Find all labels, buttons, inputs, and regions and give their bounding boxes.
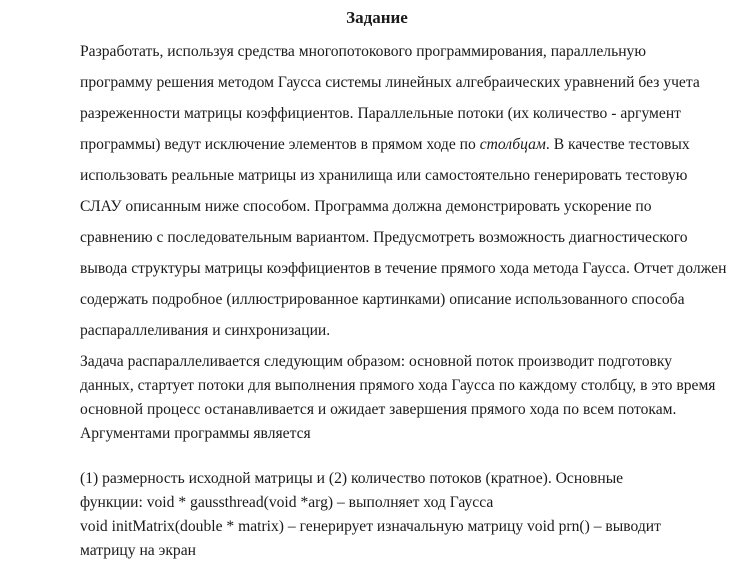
paragraph2-line-4: Аргументами программы является — [80, 425, 311, 442]
paragraph1-line-10: распараллеливания и синхронизации. — [80, 322, 331, 339]
paragraph1-line-5: использовать реальные матрицы из хранилища или самостоятельно генерировать тестовую — [80, 167, 688, 184]
paragraph1-line-2: программу решения методом Гаусса системы линейных алгебраических уравнений без учета — [80, 74, 700, 91]
task-paragraph-3 — [32, 467, 722, 563]
emphasis-columns: столбцам — [479, 136, 546, 153]
paragraph1-line-3: разреженности матрицы коэффициентов. Параллельные потоки (их количество - аргумент — [80, 105, 681, 122]
paragraph1-line-1: Разработать, используя средства многопотокового программирования, параллельную — [80, 43, 646, 60]
paragraph2-line-2: данных, стартует потоки для выполнения прямого хода Гаусса по каждому столбцу, в это время — [80, 377, 716, 394]
task-paragraph-1 — [32, 36, 727, 346]
paragraph2-line-3: основной процесс останавливается и ожидает завершения прямого хода по всем потокам. — [80, 401, 677, 418]
paragraph1-line-9: содержать подробное (иллюстрированное картинками) описание использованного способа — [80, 291, 685, 308]
document-title: Задание — [346, 8, 408, 27]
paragraph3-line-2: функции: void * gaussthread(void *arg) – выполняет ход Гаусса — [80, 494, 494, 511]
paragraph3-line-3: void initMatrix(double * matrix) – генерирует изначальную матрицу void prn() – выводит — [80, 518, 661, 535]
paragraph3-line-4: матрицу на экран — [80, 542, 196, 559]
paragraph2-line-1: Задача распараллеливается следующим образом: основной поток производит подготовку — [80, 353, 673, 370]
paragraph1-line-8: вывода структуры матрицы коэффициентов в течение прямого хода метода Гаусса. Отчет должен — [80, 260, 727, 277]
paragraph1-line-6: СЛАУ описанным ниже способом. Программа должна демонстрировать ускорение по — [80, 198, 652, 215]
document-page — [32, 6, 727, 563]
paragraph1-line-7: сравнению с последовательным вариантом. Предусмотреть возможность диагностического — [80, 229, 688, 246]
paragraph1-line-4-text: программы) ведут исключение элементов в прямом ходе по — [80, 136, 480, 153]
task-paragraph-2 — [32, 350, 722, 446]
paragraph1-line-4-tail: . В качестве тестовых — [545, 136, 690, 153]
paragraph3-line-1: (1) размерность исходной матрицы и (2) количество потоков (кратное). Основные — [80, 470, 624, 487]
paragraph1-line-4 — [32, 129, 722, 160]
